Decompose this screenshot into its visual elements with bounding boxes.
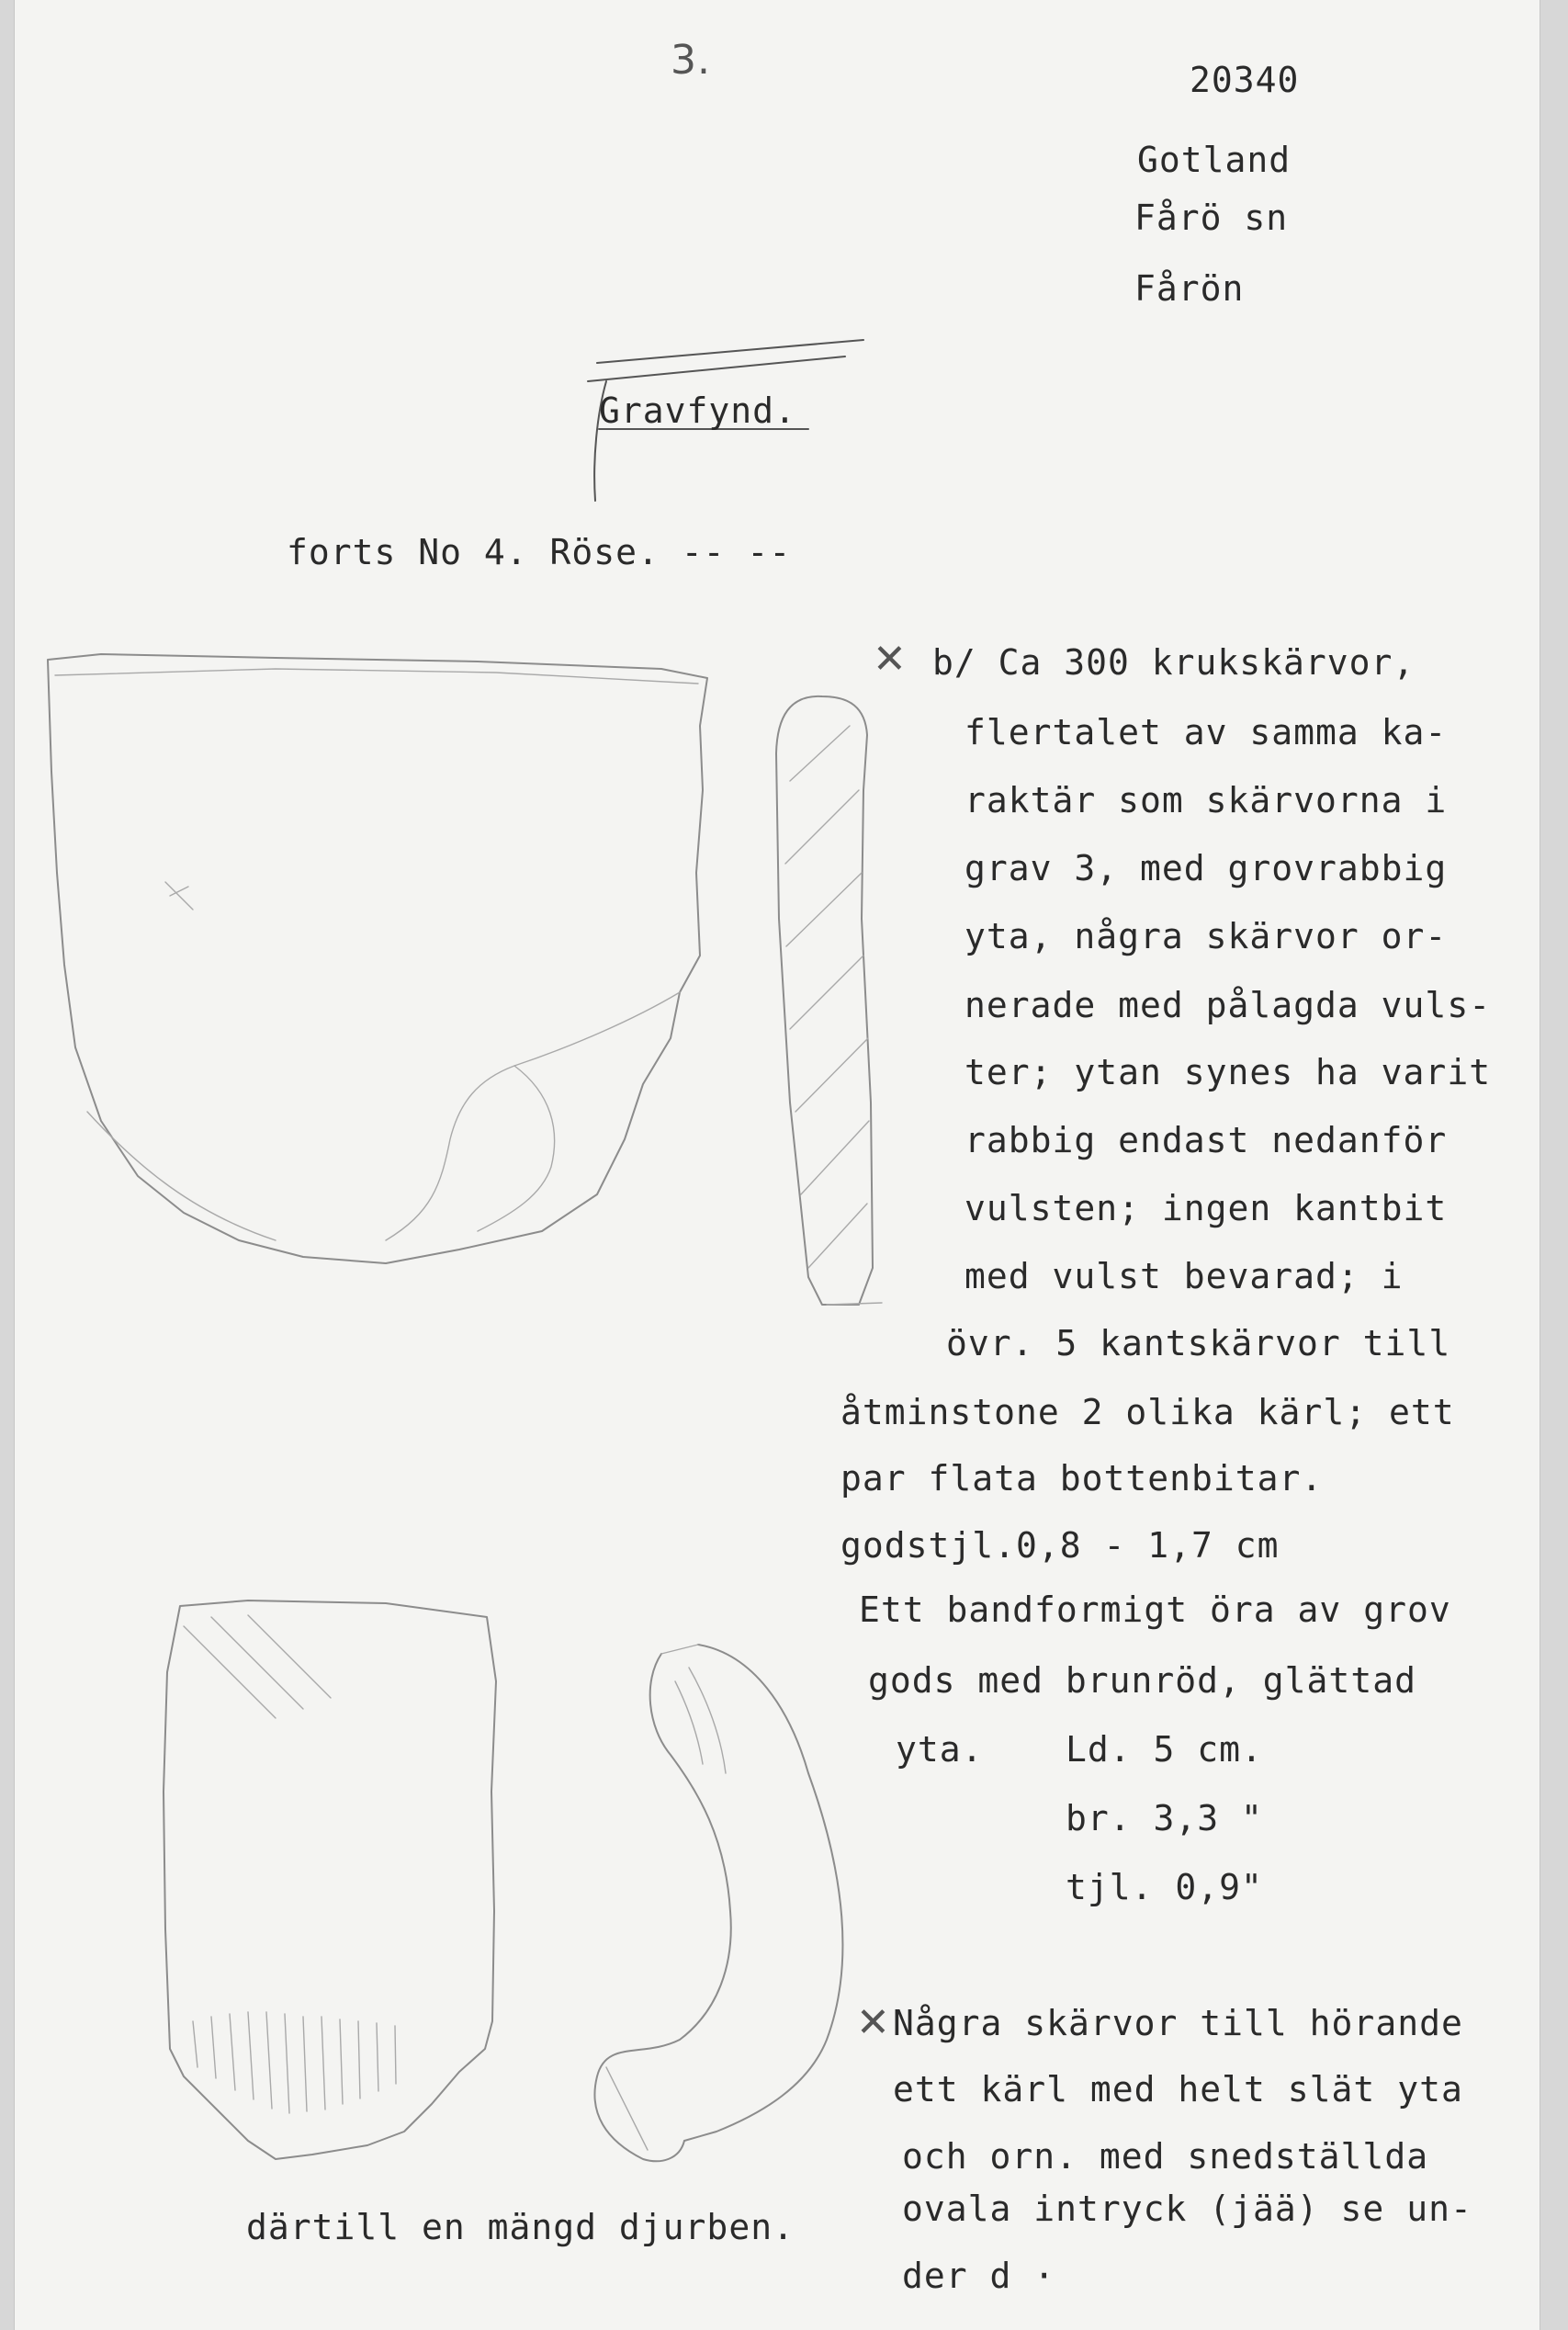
entry-b-line: b/ Ca 300 krukskärvor,: [932, 642, 1416, 683]
entry-smooth-line: ovala intryck (jää) se un-: [902, 2189, 1472, 2229]
entry-b-line: flertalet av samma ka-: [964, 712, 1448, 752]
province: Gotland: [1137, 140, 1292, 180]
entry-b-line: ter; ytan synes ha varit: [964, 1052, 1492, 1092]
handle-thickness: tjl. 0,9": [1066, 1867, 1263, 1907]
heading: Gravfynd.: [599, 390, 796, 431]
handle-drawing: [594, 1645, 842, 2161]
entry-b-line: raktär som skärvorna i: [964, 780, 1448, 820]
entry-smooth-line: der d ·: [902, 2256, 1056, 2296]
entry-b-line: par flata bottenbitar.: [840, 1458, 1324, 1499]
strikethrough-marks: [588, 340, 863, 381]
entry-smooth-line: och orn. med snedställda: [902, 2136, 1429, 2177]
handle-line: gods med brunröd, glättad: [868, 1660, 1416, 1701]
smooth-sherd-drawing: [164, 1600, 496, 2159]
handle-length: Ld. 5 cm.: [1066, 1729, 1263, 1770]
rim-sherd-drawing: [48, 654, 707, 1263]
continuation-line: forts No 4. Röse. -- --: [287, 532, 792, 572]
entry-b-line: godstjl.0,8 - 1,7 cm: [840, 1525, 1280, 1566]
entry-b-line: yta, några skärvor or-: [964, 916, 1448, 956]
entry-smooth-line: ett kärl med helt slät yta: [893, 2069, 1463, 2109]
entry-smooth-mark: ✕: [856, 1999, 891, 2046]
entry-b-mark: ✕: [873, 636, 908, 683]
entry-b-line: vulsten; ingen kantbit: [964, 1188, 1448, 1228]
catalog-number: 20340: [1190, 60, 1300, 100]
entry-b-line: med vulst bevarad; i: [964, 1256, 1404, 1296]
handle-width: br. 3,3 ": [1066, 1798, 1263, 1838]
footer-note: därtill en mängd djurben.: [246, 2207, 795, 2247]
handle-line: Ett bandformigt öra av grov: [859, 1589, 1451, 1630]
entry-b-line: åtminstone 2 olika kärl; ett: [840, 1392, 1455, 1432]
rim-sherd-profile-drawing: [776, 696, 882, 1305]
place: Fårön: [1134, 268, 1245, 309]
entry-b-line: övr. 5 kantskärvor till: [946, 1323, 1451, 1363]
entry-b-line: rabbig endast nedanför: [964, 1120, 1448, 1160]
parish: Fårö sn: [1134, 198, 1289, 238]
handle-yta: yta.: [896, 1729, 984, 1770]
entry-smooth-line: Några skärvor till hörande: [893, 2003, 1463, 2043]
entry-b-line: grav 3, med grovrabbig: [964, 848, 1448, 888]
page-number: 3.: [671, 37, 711, 84]
entry-b-line: nerade med pålagda vuls-: [964, 985, 1492, 1025]
